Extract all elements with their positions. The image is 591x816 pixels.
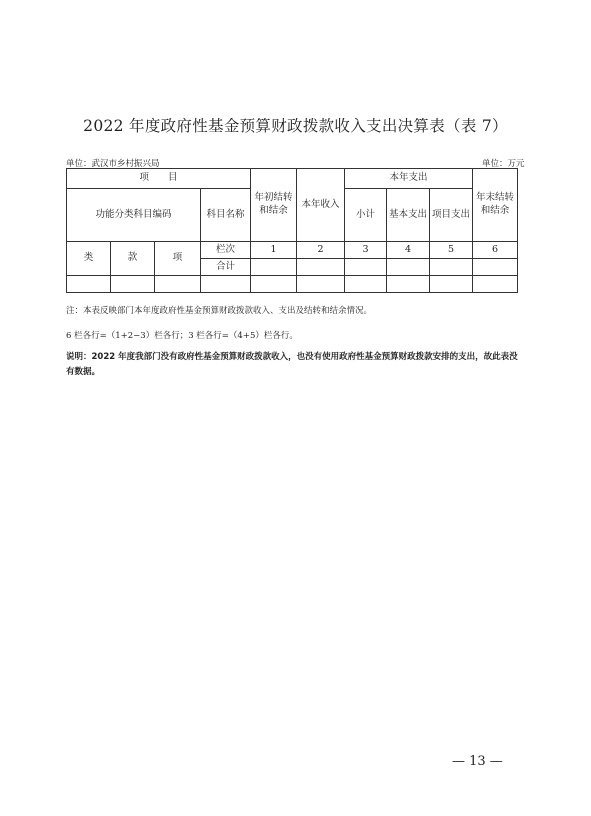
- table-cell: [387, 276, 430, 293]
- table-note: 注：本表反映部门本年度政府性基金预算财政拨款收入、支出及结转和结余情况。: [66, 306, 373, 316]
- table-cell: [67, 276, 111, 293]
- row-label-heji: 合计: [201, 259, 251, 276]
- header-closing: 年末结转和结余: [473, 169, 518, 242]
- header-expenditure: 本年支出: [345, 169, 473, 189]
- col-number-1: 1: [251, 242, 297, 259]
- col-number-5: 5: [430, 242, 473, 259]
- header-opening: 年初结转和结余: [251, 169, 297, 242]
- table-cell: [297, 259, 345, 276]
- table-cell: [430, 276, 473, 293]
- col-number-4: 4: [387, 242, 430, 259]
- header-subtotal: 小计: [345, 189, 387, 242]
- table-cell: [345, 259, 387, 276]
- unit-label-right: 单位：万元: [482, 159, 525, 169]
- row-label-kuan: 款: [111, 242, 155, 276]
- col-number-6: 6: [473, 242, 518, 259]
- fund-table: [66, 168, 518, 293]
- formula-note: 6 栏各行=（1+2−3）栏各行；3 栏各行=（4+5）栏各行。: [66, 331, 298, 341]
- header-subject-name: 科目名称: [201, 189, 251, 242]
- header-item: 项 目: [67, 169, 251, 189]
- col-number-2: 2: [297, 242, 345, 259]
- page-number: — 13 —: [452, 754, 503, 769]
- header-basic: 基本支出: [387, 189, 430, 242]
- document-title: 2022 年度政府性基金预算财政拨款收入支出决算表（表 7）: [83, 117, 508, 135]
- table-cell: [473, 259, 518, 276]
- header-income: 本年收入: [297, 169, 345, 242]
- table-cell: [473, 276, 518, 293]
- table-cell: [251, 259, 297, 276]
- header-project: 项目支出: [430, 189, 473, 242]
- row-label-lei: 类: [67, 242, 111, 276]
- table-cell: [345, 276, 387, 293]
- table-cell: [387, 259, 430, 276]
- table-cell: [251, 276, 297, 293]
- table-cell: [201, 276, 251, 293]
- row-label-xiang: 项: [155, 242, 201, 276]
- explanation-note: 说明：2022 年度我部门没有政府性基金预算财政拨款收入，也没有使用政府性基金预算财政拨款安排的支出，故此表没有数据。: [66, 352, 518, 377]
- table-cell: [155, 276, 201, 293]
- row-label-lanci: 栏次: [201, 242, 251, 259]
- table-cell: [297, 276, 345, 293]
- col-number-3: 3: [345, 242, 387, 259]
- header-func-code: 功能分类科目编码: [67, 189, 201, 242]
- table-cell: [111, 276, 155, 293]
- table-cell: [430, 259, 473, 276]
- unit-label-left: 单位：武汉市乡村振兴局: [66, 159, 160, 169]
